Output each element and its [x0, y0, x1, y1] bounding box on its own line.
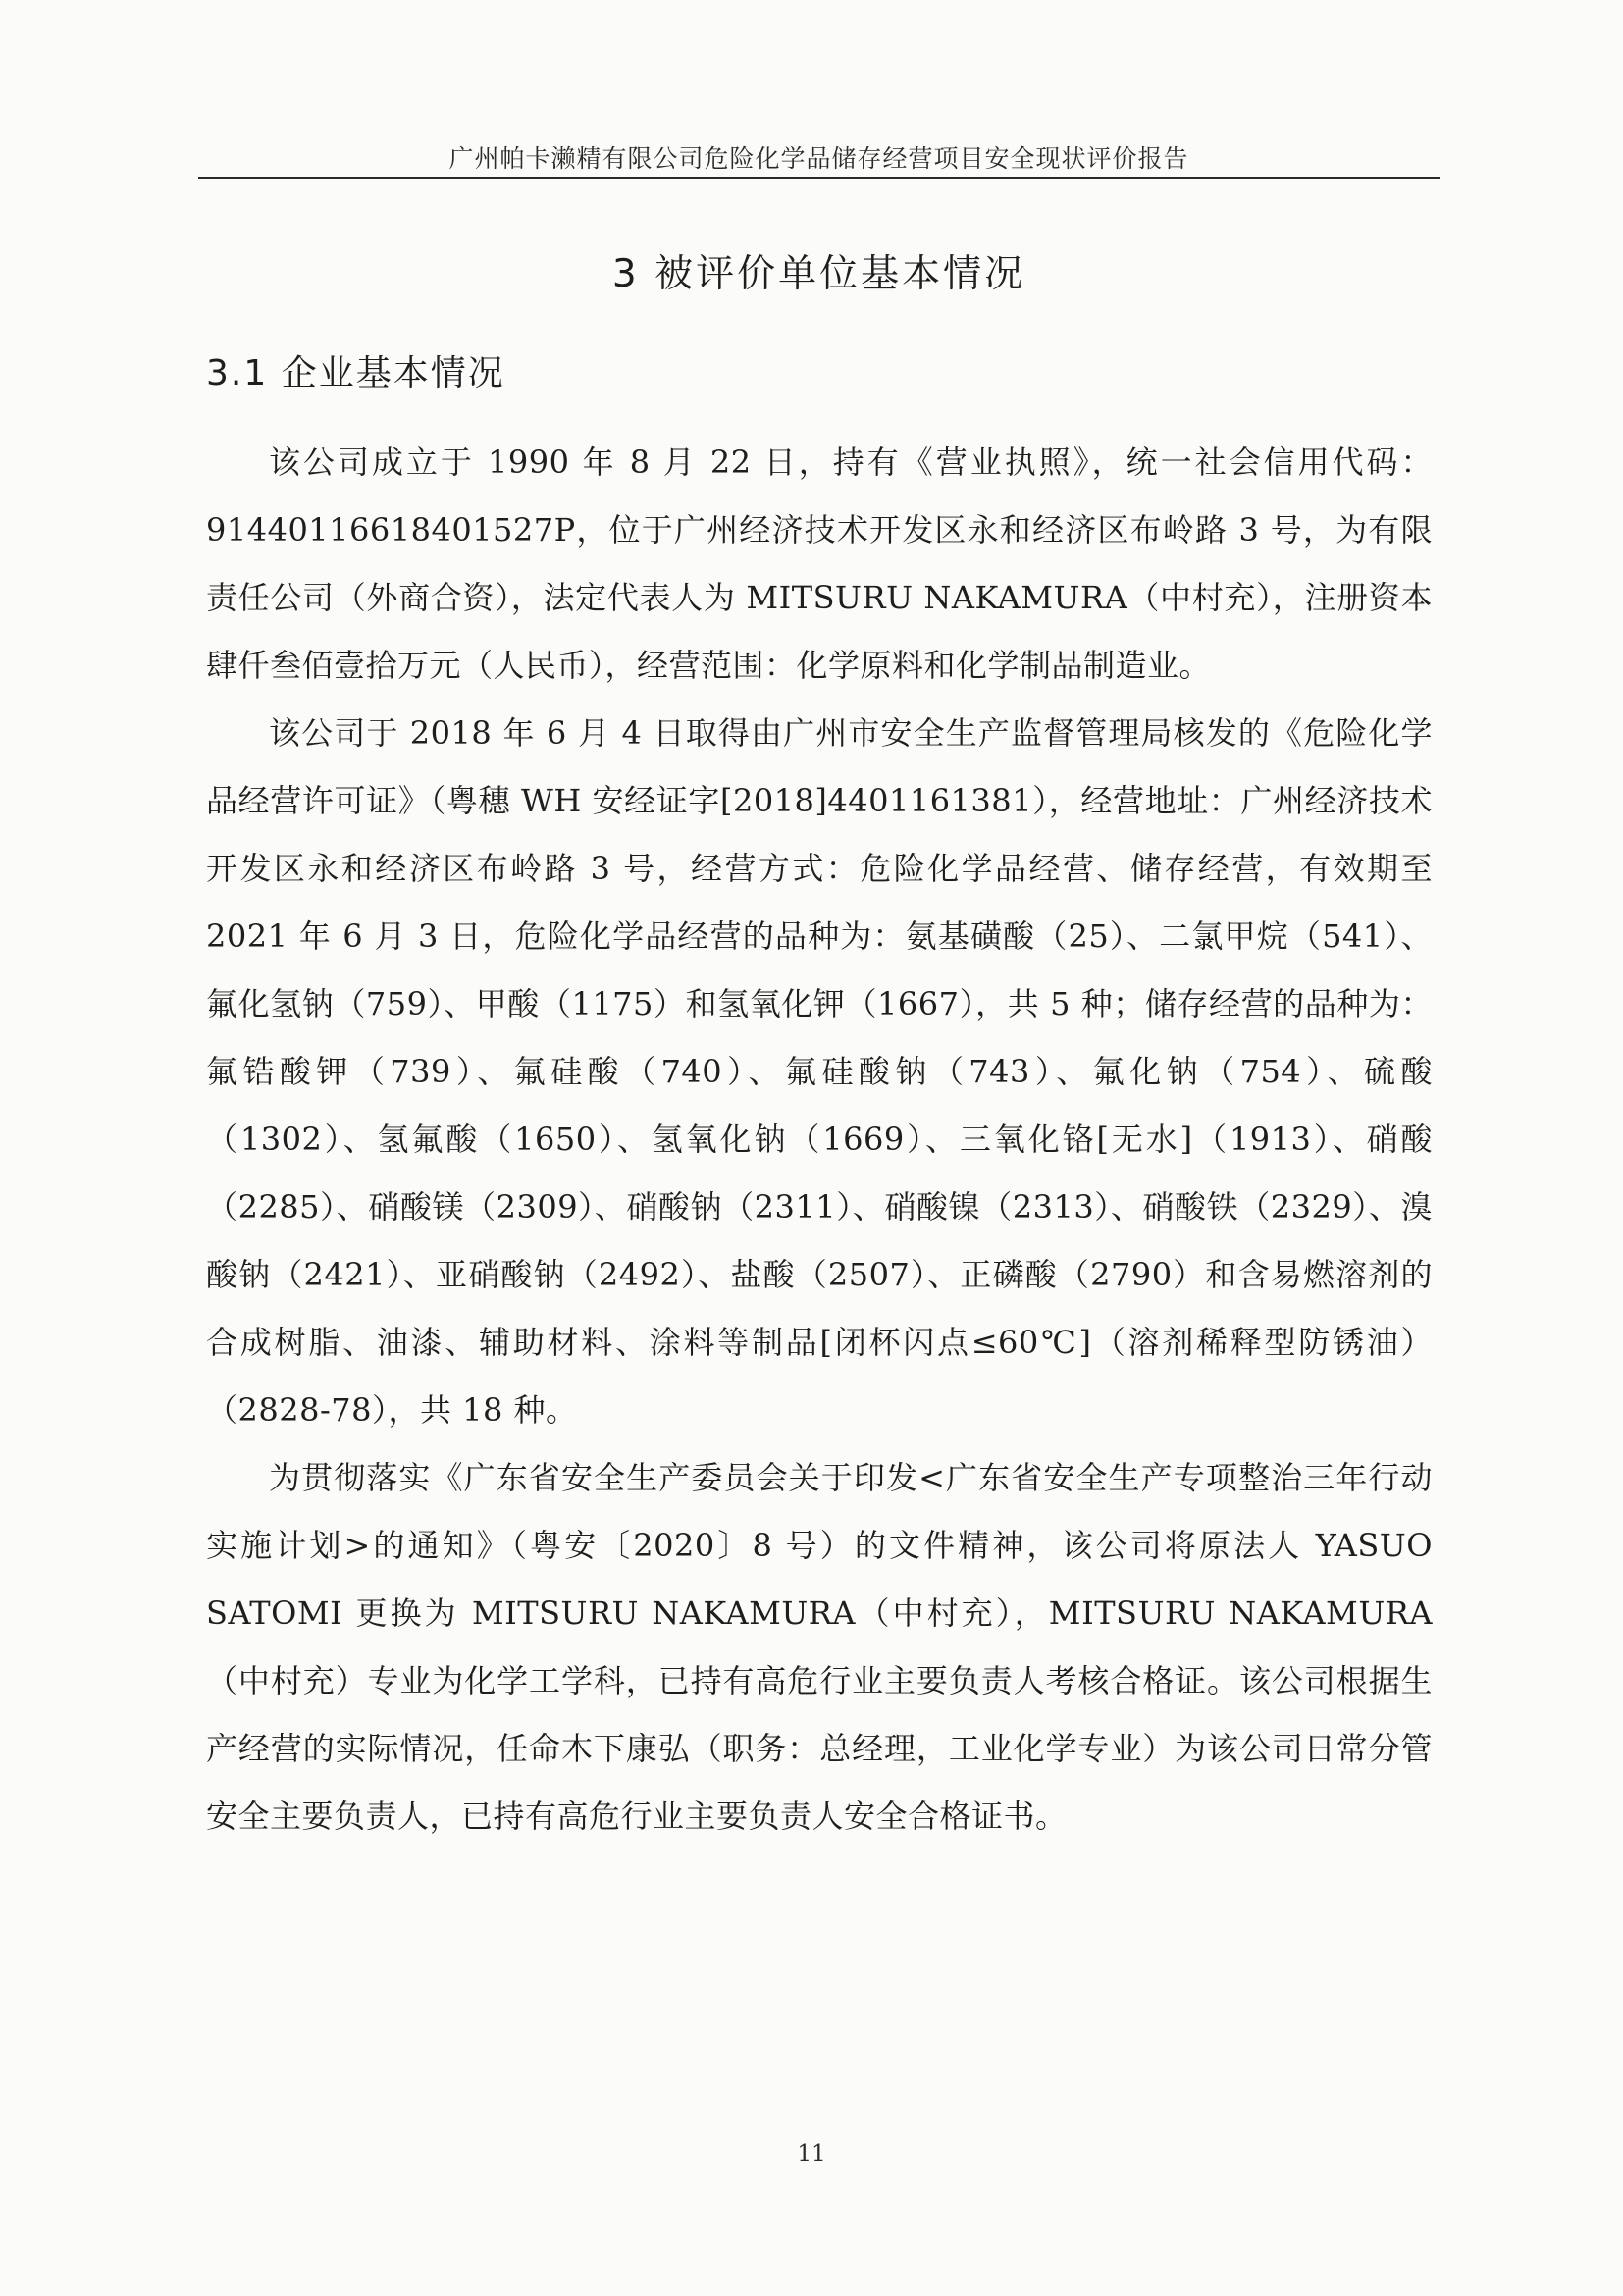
page-number: 11: [797, 2141, 826, 2166]
header-rule: [198, 177, 1440, 179]
running-header: 广州帕卡濑精有限公司危险化学品储存经营项目安全现状评价报告: [448, 144, 1189, 173]
paragraph-legal-representative: 为贯彻落实《广东省安全生产委员会关于印发<广东省安全生产专项整治三年行动实施计划>的通知》（粤安〔2020〕8 号）的文件精神，该公司将原法人 YASUO SATOMI 更换为 MITSURU NAKAMURA（中村充），MITSURU NAKAMURA（中村充）专业为化学工学科，已持有高危行业主要负责人考核合格证。该公司根据生产经营的实际情况，任命木下康弘（职务：总经理，工业化学专业）为该公司日常分管安全主要负责人，已持有高危行业主要负责人安全合格证书。: [206, 1459, 1433, 1835]
paragraph-company-info: 该公司成立于 1990 年 8 月 22 日，持有《营业执照》，统一社会信用代码：91440116618401527P，位于广州经济技术开发区永和经济区布岭路 3 号，为有限责任公司（外商合资），法定代表人为 MITSURU NAKAMURA（中村充），注册资本肆仟叁佰壹拾万元（人民币），经营范围：化学原料和化学制品制造业。: [206, 444, 1433, 684]
paragraph-license-info: 该公司于 2018 年 6 月 4 日取得由广州市安全生产监督管理局核发的《危险化学品经营许可证》（粤穗 WH 安经证字[2018]4401161381），经营地址：广州经济技术开发区永和经济区布岭路 3 号，经营方式：危险化学品经营、储存经营，有效期至 2021 年 6 月 3 日，危险化学品经营的品种为：氨基磺酸（25）、二氯甲烷（541）、氟化氢钠（759）、甲酸（1175）和氢氧化钾（1667），共 5 种；储存经营的品种为：氟锆酸钾（739）、氟硅酸（740）、氟硅酸钠（743）、氟化钠（754）、硫酸（1302）、氢氟酸（1650）、氢氧化钠（1669）、三氧化铬[无水]（1913）、硝酸（2285）、硝酸镁（2309）、硝酸钠（2311）、硝酸镍（2313）、硝酸铁（2329）、溴酸钠（2421）、亚硝酸钠（2492）、盐酸（2507）、正磷酸（2790）和含易燃溶剂的合成树脂、油漆、辅助材料、涂料等制品[闭杯闪点≤60℃]（溶剂稀释型防锈油）（2828-78），共 18 种。: [206, 714, 1433, 1429]
chapter-title: 3 被评价单位基本情况: [611, 252, 1026, 296]
section-title: 3.1 企业基本情况: [206, 353, 505, 393]
body-text: [206, 429, 1433, 1851]
